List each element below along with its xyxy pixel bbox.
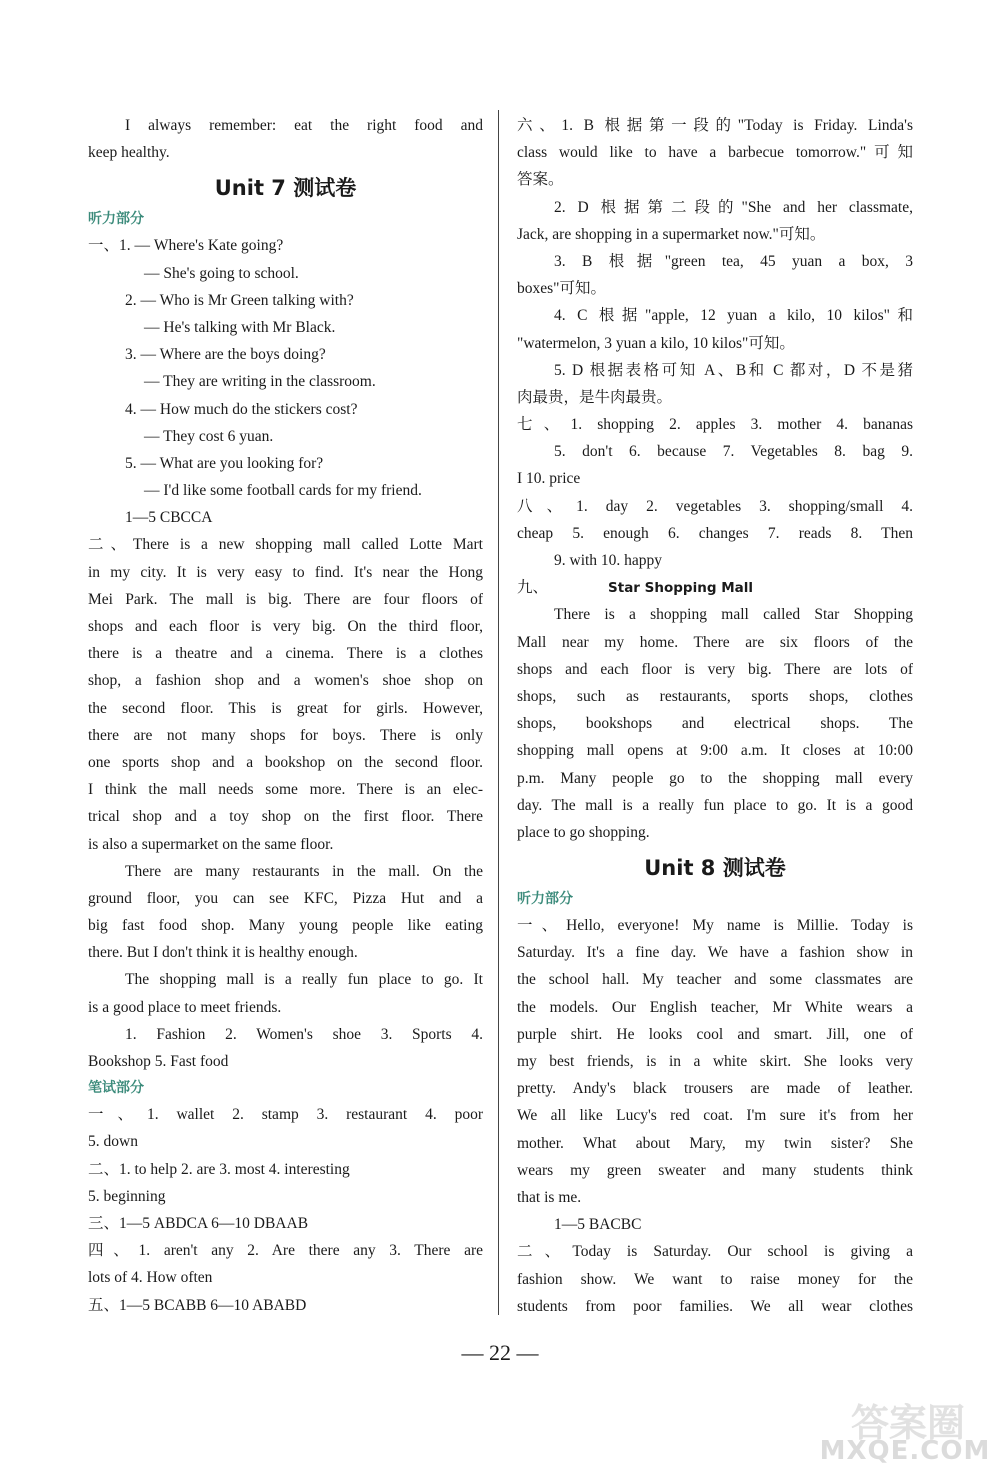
text-line: shopping mall opens at 9:00 a.m. It closes at 10:00: [517, 742, 913, 760]
text-line: "watermelon, 3 yuan a kilo, 10 kilos"可知。: [517, 334, 795, 352]
text-line: 七、1. shopping 2. apples 3. mother 4. bananas: [517, 416, 913, 434]
text-line: The shopping mall is a really fun place to go. It: [125, 971, 483, 989]
right-column: [517, 112, 913, 1320]
watermark-sub: MXQE.COM: [819, 1436, 991, 1466]
text-line: 3. B 根据"green tea, 45 yuan a box, 3: [554, 252, 913, 270]
text-line: shop, a fashion shop and a women's shoe shop on: [88, 672, 483, 690]
text-line: the school hall. My teacher and some classmates are: [517, 971, 913, 989]
text-line: one sports shop and a bookshop on the second floor.: [88, 753, 483, 771]
text-line: my best friends, is in a white skirt. She looks very: [517, 1053, 913, 1070]
unit-title: Unit 8 测试卷: [644, 856, 786, 881]
text-line: Saturday. It's a fine day. We have a fashion show in: [517, 944, 913, 962]
text-line: Mei Park. The mall is big. There are four floors of: [88, 590, 483, 608]
text-line: 5. down: [88, 1133, 138, 1151]
text-line: is a good place to meet friends.: [88, 998, 282, 1016]
text-line: 2. D 根据第二段的"She and her classmate,: [554, 198, 913, 216]
text-line: 1. Fashion 2. Women's shoe 3. Sports 4.: [125, 1025, 483, 1043]
watermark-main: 答案圈: [850, 1401, 965, 1445]
text-line: 1—5 CBCCA: [125, 509, 213, 527]
text-line: 答案。: [517, 171, 564, 189]
column-divider: [498, 110, 499, 1315]
text-line: Jack, are shopping in a supermarket now."可知。: [517, 225, 826, 243]
text-line: 2. — Who is Mr Green talking with?: [125, 291, 354, 309]
page-number: — 22 —: [461, 1340, 539, 1365]
essay-title: Star Shopping Mall: [608, 580, 753, 597]
text-line: 八、1. day 2. vegetables 3. shopping/small 4.: [517, 497, 913, 515]
text-line: place to go shopping.: [517, 823, 650, 841]
text-line: 一、1. — Where's Kate going?: [88, 237, 284, 255]
text-line: shops and each floor is very big. There are lots of: [517, 660, 913, 678]
unit-title: Unit 7 测试卷: [214, 176, 357, 201]
text-line: — They cost 6 yuan.: [144, 427, 274, 445]
text-line: — She's going to school.: [144, 264, 299, 282]
text-line: — They are writing in the classroom.: [144, 373, 376, 391]
text-line: 三、1—5 ABDCA 6—10 DBAAB: [88, 1214, 309, 1232]
text-line: wears my green sweater and many students think: [517, 1161, 913, 1179]
text-line: day. The mall is a really fun place to go. It is a good: [517, 796, 913, 814]
text-line: 五、1—5 BCABB 6—10 ABABD: [88, 1296, 307, 1314]
text-line: keep healthy.: [88, 144, 170, 162]
text-line: shops, bookshops and electrical shops. The: [517, 715, 913, 733]
text-line: 5. D 根据表格可知 A、B和 C 都对，D 不是猪: [554, 361, 913, 379]
text-line: ground floor, you can see KFC, Pizza Hut and a: [88, 889, 483, 907]
text-line: purple shirt. He looks cool and smart. Jill, one of: [517, 1025, 913, 1043]
text-line: 二、Today is Saturday. Our school is giving a: [517, 1243, 913, 1261]
text-line: 5. beginning: [88, 1187, 166, 1205]
text-line: 1—5 BACBC: [554, 1216, 642, 1234]
text-line: is also a supermarket on the same floor.: [88, 835, 334, 853]
text-line: Bookshop 5. Fast food: [88, 1053, 229, 1070]
text-line: There is a shopping mall called Star Shopping: [554, 606, 913, 624]
text-line: 9. with 10. happy: [554, 552, 663, 569]
text-line: the models. Our English teacher, Mr White wears a: [517, 998, 913, 1016]
text-line: We all like Lucy's red coat. I'm sure it's from her: [517, 1107, 913, 1125]
text-line: 3. — Where are the boys doing?: [125, 346, 326, 364]
text-line: there is a theatre and a cinema. There is a clothes: [88, 645, 483, 663]
text-line: lots of 4. How often: [88, 1269, 213, 1287]
text-line: shops, such as restaurants, sports shops, clothes: [517, 687, 913, 705]
text-line: There are many restaurants in the mall. On the: [125, 862, 483, 880]
text-line: 六、1. B 根据第一段的"Today is Friday. Linda's: [517, 117, 913, 134]
text-line: I always remember: eat the right food and: [125, 117, 483, 134]
text-line: in my city. It is very easy to find. It's near the Hong: [88, 563, 483, 581]
text-line: 5. don't 6. because 7. Vegetables 8. bag 9.: [554, 443, 913, 461]
section-heading: 听力部分: [517, 891, 573, 908]
text-line: I think the mall needs some more. There is an elec-: [88, 781, 483, 799]
text-line: pretty. Andy's black trousers are made of leather.: [517, 1080, 913, 1098]
question-nine-label: 九、: [517, 579, 549, 597]
text-line: the second floor. This is great for girls. However,: [88, 699, 483, 717]
text-line: boxes"可知。: [517, 280, 606, 298]
text-line: that is me.: [517, 1188, 582, 1206]
text-line: mother. What about Mary, my twin sister? She: [517, 1134, 913, 1152]
text-line: trical shop and a toy shop on the first floor. There: [88, 808, 483, 826]
section-heading: 听力部分: [88, 211, 144, 228]
text-line: 一、Hello, everyone! My name is Millie. Today is: [517, 917, 913, 935]
text-line: 4. C 根据"apple, 12 yuan a kilo, 10 kilos"和: [554, 307, 913, 325]
text-line: there. But I don't think it is healthy enough.: [88, 944, 358, 962]
text-line: class would like to have a barbecue tomorrow."可知: [517, 144, 913, 162]
text-line: Mall near my home. There are six floors of the: [517, 633, 913, 651]
text-line: there are not many shops for boys. There is only: [88, 726, 483, 744]
text-line: I 10. price: [517, 470, 581, 488]
text-line: p.m. Many people go to the shopping mall every: [517, 769, 913, 787]
text-line: 四、1. aren't any 2. Are there any 3. There are: [88, 1242, 483, 1260]
text-line: 一、1. wallet 2. stamp 3. restaurant 4. poor: [88, 1106, 483, 1124]
text-line: 二、There is a new shopping mall called Lotte Mart: [88, 536, 483, 554]
question-nine-header: [517, 574, 913, 601]
section-heading: 笔试部分: [88, 1080, 144, 1097]
text-line: 二、1. to help 2. are 3. most 4. interesting: [88, 1160, 350, 1178]
watermark-logo: [815, 1392, 995, 1472]
text-line: fashion show. We want to raise money for the: [517, 1270, 913, 1288]
text-line: 4. — How much do the stickers cost?: [125, 400, 358, 418]
text-line: — He's talking with Mr Black.: [144, 318, 336, 336]
text-line: 肉最贵，是牛肉最贵。: [517, 388, 673, 406]
left-column: [88, 112, 483, 1319]
text-line: shops and each floor is very big. On the third floor,: [88, 618, 483, 635]
text-line: cheap 5. enough 6. changes 7. reads 8. Then: [517, 524, 913, 542]
text-line: 5. — What are you looking for?: [125, 454, 324, 472]
text-line: students from poor families. We all wear clothes: [517, 1297, 913, 1315]
text-line: — I'd like some football cards for my friend.: [144, 482, 422, 500]
text-line: big fast food shop. Many young people like eating: [88, 917, 483, 935]
